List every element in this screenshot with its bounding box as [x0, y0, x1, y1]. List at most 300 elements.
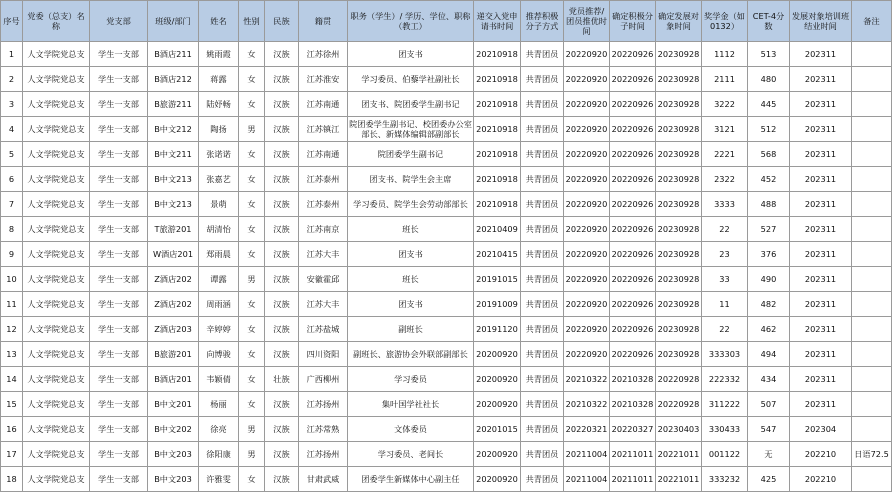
table-cell: 16 — [1, 417, 23, 442]
table-cell: 江苏大丰 — [299, 292, 348, 317]
table-cell: 20220920 — [564, 117, 610, 142]
column-header: 姓名 — [199, 1, 239, 42]
table-cell: 院团委学生副书记 — [348, 142, 474, 167]
table-cell: 学生一支部 — [90, 342, 148, 367]
table-cell: 女 — [239, 367, 265, 392]
table-cell: 20200920 — [474, 442, 521, 467]
table-cell: 20201015 — [474, 417, 521, 442]
table-cell: Z酒店202 — [148, 292, 199, 317]
table-cell: 20230403 — [656, 417, 702, 442]
table-cell: 20220920 — [564, 92, 610, 117]
table-cell: 壮族 — [265, 367, 299, 392]
table-cell: 20220920 — [564, 67, 610, 92]
table-cell: 11 — [702, 292, 748, 317]
column-header: 发展对象培训班结业时间 — [790, 1, 852, 42]
table-cell: 17 — [1, 442, 23, 467]
table-cell: 江苏镇江 — [299, 117, 348, 142]
table-cell: 共青团员 — [521, 192, 564, 217]
table-cell: 许雅雯 — [199, 467, 239, 492]
table-cell: 学生一支部 — [90, 42, 148, 67]
table-row — [1, 317, 892, 342]
table-cell: 徐阳康 — [199, 442, 239, 467]
table-cell: 学生一支部 — [90, 317, 148, 342]
table-cell — [852, 292, 892, 317]
table-cell: 20220920 — [564, 267, 610, 292]
table-cell: 2221 — [702, 142, 748, 167]
table-cell: 202311 — [790, 292, 852, 317]
table-cell: 人文学院党总支 — [23, 92, 90, 117]
table-row — [1, 392, 892, 417]
table-cell: 202304 — [790, 417, 852, 442]
table-cell: 共青团员 — [521, 342, 564, 367]
table-cell: 513 — [748, 42, 790, 67]
table-cell: 学生一支部 — [90, 242, 148, 267]
table-cell: 女 — [239, 67, 265, 92]
table-cell: 人文学院党总支 — [23, 117, 90, 142]
table-cell: 人文学院党总支 — [23, 342, 90, 367]
table-cell: 学习委员、院学生会劳动部部长 — [348, 192, 474, 217]
table-cell: 12 — [1, 317, 23, 342]
column-header: 班级/部门 — [148, 1, 199, 42]
table-cell: 20220920 — [564, 292, 610, 317]
table-cell: 6 — [1, 167, 23, 192]
table-cell: 学生一支部 — [90, 392, 148, 417]
table-cell: 团支书、院学生会主席 — [348, 167, 474, 192]
table-cell: 222332 — [702, 367, 748, 392]
table-cell: 20210328 — [610, 392, 656, 417]
table-cell: 学生一支部 — [90, 267, 148, 292]
table-cell: 学生一支部 — [90, 367, 148, 392]
table-cell — [852, 392, 892, 417]
table-cell: 202311 — [790, 192, 852, 217]
table-cell: T旅游201 — [148, 217, 199, 242]
table-cell: 20230928 — [656, 117, 702, 142]
table-cell: 江苏常熟 — [299, 417, 348, 442]
table-cell: 江苏扬州 — [299, 442, 348, 467]
table-cell: 20220926 — [610, 342, 656, 367]
table-cell: 日语72.5 — [852, 442, 892, 467]
table-cell: 425 — [748, 467, 790, 492]
column-header: 确定积极分子时间 — [610, 1, 656, 42]
table-cell: 团支书 — [348, 242, 474, 267]
table-cell: 2 — [1, 67, 23, 92]
table-cell: 汉族 — [265, 392, 299, 417]
table-cell: 人文学院党总支 — [23, 192, 90, 217]
table-cell: 20230928 — [656, 42, 702, 67]
table-cell: 202311 — [790, 367, 852, 392]
table-cell: 江苏徐州 — [299, 42, 348, 67]
table-cell: 团委学生新媒体中心副主任 — [348, 467, 474, 492]
table-row — [1, 217, 892, 242]
table-cell: 20220926 — [610, 267, 656, 292]
table-cell: 20220926 — [610, 67, 656, 92]
table-cell: 女 — [239, 192, 265, 217]
table-cell: 胡清怡 — [199, 217, 239, 242]
table-cell — [852, 342, 892, 367]
table-cell: 共青团员 — [521, 392, 564, 417]
table-cell: 311222 — [702, 392, 748, 417]
table-cell: 江苏泰州 — [299, 192, 348, 217]
table-cell: 202311 — [790, 342, 852, 367]
table-cell: 20220926 — [610, 192, 656, 217]
table-cell: 445 — [748, 92, 790, 117]
table-cell: 490 — [748, 267, 790, 292]
table-cell: 33 — [702, 267, 748, 292]
table-cell: 202311 — [790, 67, 852, 92]
table-cell: 20220920 — [564, 42, 610, 67]
table-cell: 汉族 — [265, 442, 299, 467]
table-cell: 1 — [1, 42, 23, 67]
table-cell: 494 — [748, 342, 790, 367]
table-cell: 汉族 — [265, 317, 299, 342]
table-cell: 院团委学生副书记、校团委办公室部长、新媒体编辑部副部长 — [348, 117, 474, 142]
table-cell: 20210918 — [474, 192, 521, 217]
table-cell: 女 — [239, 167, 265, 192]
table-row — [1, 67, 892, 92]
table-cell: 班长 — [348, 267, 474, 292]
table-cell: 陆妤畅 — [199, 92, 239, 117]
table-cell: B中文213 — [148, 167, 199, 192]
table-cell: 汉族 — [265, 167, 299, 192]
table-cell: 20210415 — [474, 242, 521, 267]
table-cell: 488 — [748, 192, 790, 217]
table-cell: 20210918 — [474, 142, 521, 167]
table-row — [1, 292, 892, 317]
table-cell: 20210409 — [474, 217, 521, 242]
table-cell: 学生一支部 — [90, 217, 148, 242]
table-cell: B旅游211 — [148, 92, 199, 117]
column-header: 党支部 — [90, 1, 148, 42]
table-cell: 527 — [748, 217, 790, 242]
header-row — [1, 1, 892, 42]
table-cell: B酒店211 — [148, 42, 199, 67]
table-cell: 江苏南通 — [299, 142, 348, 167]
table-cell: 副班长 — [348, 317, 474, 342]
table-cell: 四川资阳 — [299, 342, 348, 367]
table-cell: 20220920 — [564, 217, 610, 242]
table-cell: 人文学院党总支 — [23, 392, 90, 417]
table-cell: 001122 — [702, 442, 748, 467]
table-cell: B中文213 — [148, 192, 199, 217]
table-cell: 3 — [1, 92, 23, 117]
table-cell — [852, 217, 892, 242]
table-cell: 202311 — [790, 217, 852, 242]
table-cell: 333232 — [702, 467, 748, 492]
column-header: 奖学金（如0132） — [702, 1, 748, 42]
table-cell: 20220920 — [564, 167, 610, 192]
table-cell: 202210 — [790, 442, 852, 467]
table-cell: B酒店201 — [148, 367, 199, 392]
table-cell — [852, 167, 892, 192]
table-cell: 共青团员 — [521, 117, 564, 142]
table-cell: 20220926 — [610, 217, 656, 242]
table-cell: 20200920 — [474, 342, 521, 367]
column-header: 党委（总支）名称 — [23, 1, 90, 42]
table-cell: 汉族 — [265, 217, 299, 242]
table-cell: 郑雨晨 — [199, 242, 239, 267]
table-cell: 20200920 — [474, 367, 521, 392]
table-cell: 江苏南京 — [299, 217, 348, 242]
table-row — [1, 442, 892, 467]
table-cell: 徐亮 — [199, 417, 239, 442]
table-cell — [852, 242, 892, 267]
table-cell: B中文212 — [148, 117, 199, 142]
table-cell — [852, 317, 892, 342]
table-cell: 20191015 — [474, 267, 521, 292]
table-cell: 20220926 — [610, 167, 656, 192]
table-cell: 江苏大丰 — [299, 242, 348, 267]
table-cell: 集叶国学社社长 — [348, 392, 474, 417]
table-cell: 20230928 — [656, 92, 702, 117]
table-cell: 学生一支部 — [90, 167, 148, 192]
table-cell: 汉族 — [265, 117, 299, 142]
table-cell: 20191120 — [474, 317, 521, 342]
table-row — [1, 342, 892, 367]
table-cell: 谭露 — [199, 267, 239, 292]
table-cell: 1112 — [702, 42, 748, 67]
table-cell: 女 — [239, 292, 265, 317]
table-cell: 姚雨霞 — [199, 42, 239, 67]
table-cell: 20230928 — [656, 267, 702, 292]
table-cell: 2322 — [702, 167, 748, 192]
table-cell: 20230928 — [656, 142, 702, 167]
table-row — [1, 42, 892, 67]
table-cell: 13 — [1, 342, 23, 367]
table-cell: 20220926 — [610, 292, 656, 317]
table-row — [1, 367, 892, 392]
table-cell: 20210918 — [474, 167, 521, 192]
table-row — [1, 417, 892, 442]
table-cell: Z酒店203 — [148, 317, 199, 342]
table-cell: 汉族 — [265, 42, 299, 67]
table-cell: B中文203 — [148, 467, 199, 492]
table-cell: 共青团员 — [521, 67, 564, 92]
table-cell: 14 — [1, 367, 23, 392]
table-cell: 20200920 — [474, 392, 521, 417]
table-cell: 学生一支部 — [90, 192, 148, 217]
table-cell: 汉族 — [265, 342, 299, 367]
table-cell: 20200920 — [474, 467, 521, 492]
table-cell: 20211011 — [610, 467, 656, 492]
table-cell: 568 — [748, 142, 790, 167]
column-header: 民族 — [265, 1, 299, 42]
table-cell: 20211011 — [610, 442, 656, 467]
table-row — [1, 242, 892, 267]
table-row — [1, 142, 892, 167]
column-header: 序号 — [1, 1, 23, 42]
table-cell: 202311 — [790, 142, 852, 167]
table-cell: 20230928 — [656, 292, 702, 317]
table-cell: 陶扬 — [199, 117, 239, 142]
table-cell: 男 — [239, 267, 265, 292]
table-cell: 学生一支部 — [90, 117, 148, 142]
table-cell: 202311 — [790, 117, 852, 142]
table-cell: 杨丽 — [199, 392, 239, 417]
table-cell: 学生一支部 — [90, 67, 148, 92]
table-cell: 共青团员 — [521, 167, 564, 192]
table-cell: 202311 — [790, 317, 852, 342]
table-cell: 江苏扬州 — [299, 392, 348, 417]
table-cell: B旅游201 — [148, 342, 199, 367]
table-cell: 20220926 — [610, 42, 656, 67]
table-cell: 20220926 — [610, 142, 656, 167]
table-cell: 人文学院党总支 — [23, 292, 90, 317]
table-cell: 汉族 — [265, 467, 299, 492]
table-cell: 学生一支部 — [90, 467, 148, 492]
table-cell: 共青团员 — [521, 42, 564, 67]
table-cell: 23 — [702, 242, 748, 267]
table-row — [1, 192, 892, 217]
table-cell: 团支书、院团委学生副书记 — [348, 92, 474, 117]
table-cell: 20220926 — [610, 117, 656, 142]
table-cell: 202311 — [790, 392, 852, 417]
table-cell: 人文学院党总支 — [23, 267, 90, 292]
table-cell: 人文学院党总支 — [23, 42, 90, 67]
table-cell: 班长 — [348, 217, 474, 242]
table-cell: 4 — [1, 117, 23, 142]
column-header: 党员推荐/团员推优时间 — [564, 1, 610, 42]
table-cell — [852, 367, 892, 392]
table-cell: 共青团员 — [521, 417, 564, 442]
table-cell: 共青团员 — [521, 367, 564, 392]
table-cell: 202311 — [790, 92, 852, 117]
table-cell: 2111 — [702, 67, 748, 92]
table-cell: 462 — [748, 317, 790, 342]
table-cell: 202311 — [790, 42, 852, 67]
table-row — [1, 467, 892, 492]
table-cell: 共青团员 — [521, 217, 564, 242]
table-cell — [852, 92, 892, 117]
table-cell: 330433 — [702, 417, 748, 442]
table-cell — [852, 417, 892, 442]
table-cell: 20221011 — [656, 442, 702, 467]
table-cell: 8 — [1, 217, 23, 242]
table-cell: 20220327 — [610, 417, 656, 442]
table-cell: 共青团员 — [521, 467, 564, 492]
column-header: 推荐积极分子方式 — [521, 1, 564, 42]
table-cell: 女 — [239, 217, 265, 242]
table-cell: 韦颖倩 — [199, 367, 239, 392]
table-cell: 女 — [239, 392, 265, 417]
table-cell: 女 — [239, 142, 265, 167]
table-cell: 女 — [239, 317, 265, 342]
table-cell: 人文学院党总支 — [23, 67, 90, 92]
table-cell: 汉族 — [265, 417, 299, 442]
table-cell: 汉族 — [265, 67, 299, 92]
table-cell: 蒋露 — [199, 67, 239, 92]
table-cell: 20220928 — [656, 367, 702, 392]
table-cell: 20210322 — [564, 392, 610, 417]
table-cell: 学习委员、伯藜学社副社长 — [348, 67, 474, 92]
table-cell: 广西柳州 — [299, 367, 348, 392]
table-cell: 共青团员 — [521, 92, 564, 117]
table-cell: 434 — [748, 367, 790, 392]
table-cell: 人文学院党总支 — [23, 467, 90, 492]
table-cell: 团支书 — [348, 292, 474, 317]
table-cell: 学生一支部 — [90, 417, 148, 442]
table-cell: 学生一支部 — [90, 92, 148, 117]
table-cell: 江苏南通 — [299, 92, 348, 117]
table-cell: 学习委员 — [348, 367, 474, 392]
table-cell: 安徽霍邱 — [299, 267, 348, 292]
table-cell: 江苏淮安 — [299, 67, 348, 92]
table-cell: 20210322 — [564, 367, 610, 392]
table-cell: 202311 — [790, 242, 852, 267]
table-cell: 376 — [748, 242, 790, 267]
table-cell: 周雨涵 — [199, 292, 239, 317]
column-header: 确定发展对象时间 — [656, 1, 702, 42]
table-cell: 汉族 — [265, 267, 299, 292]
table-cell: 333303 — [702, 342, 748, 367]
table-cell: 202210 — [790, 467, 852, 492]
table-cell: 20211004 — [564, 442, 610, 467]
table-cell: 482 — [748, 292, 790, 317]
table-cell: 男 — [239, 442, 265, 467]
table-cell: 团支书 — [348, 42, 474, 67]
table-cell: 20220926 — [610, 317, 656, 342]
table-cell: 547 — [748, 417, 790, 442]
table-cell: 学生一支部 — [90, 142, 148, 167]
table-row — [1, 117, 892, 142]
table-cell: B酒店212 — [148, 67, 199, 92]
table-cell: 20230928 — [656, 317, 702, 342]
table-row — [1, 92, 892, 117]
table-cell: 20220926 — [610, 242, 656, 267]
table-cell: 202311 — [790, 167, 852, 192]
table-cell — [852, 192, 892, 217]
table-cell: 汉族 — [265, 242, 299, 267]
table-cell: 20211004 — [564, 467, 610, 492]
table-cell: 共青团员 — [521, 292, 564, 317]
table-cell: 人文学院党总支 — [23, 367, 90, 392]
table-cell: 江苏盐城 — [299, 317, 348, 342]
table-cell: 20210918 — [474, 42, 521, 67]
table-row — [1, 167, 892, 192]
table-cell: Z酒店202 — [148, 267, 199, 292]
table-cell: 20210918 — [474, 117, 521, 142]
table-cell: 汉族 — [265, 292, 299, 317]
table-cell: 女 — [239, 242, 265, 267]
table-cell: 景萌 — [199, 192, 239, 217]
table-cell: W酒店201 — [148, 242, 199, 267]
table-cell: 辛婷婷 — [199, 317, 239, 342]
table-cell: 452 — [748, 167, 790, 192]
table-cell: 18 — [1, 467, 23, 492]
table-cell: 张诺诺 — [199, 142, 239, 167]
table-row — [1, 267, 892, 292]
table-cell: 共青团员 — [521, 267, 564, 292]
column-header: 职务（学生）/ 学历、学位、职称（教工） — [348, 1, 474, 42]
table-cell: 3121 — [702, 117, 748, 142]
table-cell: 20210918 — [474, 92, 521, 117]
column-header: 性别 — [239, 1, 265, 42]
table-cell: 20230928 — [656, 67, 702, 92]
table-cell: 文体委员 — [348, 417, 474, 442]
table-cell: 甘肃武威 — [299, 467, 348, 492]
table-cell: 共青团员 — [521, 442, 564, 467]
table-cell: 5 — [1, 142, 23, 167]
table-cell: 20220920 — [564, 342, 610, 367]
table-cell: 学生一支部 — [90, 292, 148, 317]
table-cell: 20191009 — [474, 292, 521, 317]
table-cell: 9 — [1, 242, 23, 267]
table-cell: 512 — [748, 117, 790, 142]
column-header: 备注 — [852, 1, 892, 42]
table-cell: 人文学院党总支 — [23, 242, 90, 267]
table-cell: 女 — [239, 42, 265, 67]
table-cell: 20220926 — [610, 92, 656, 117]
table-cell: 女 — [239, 92, 265, 117]
